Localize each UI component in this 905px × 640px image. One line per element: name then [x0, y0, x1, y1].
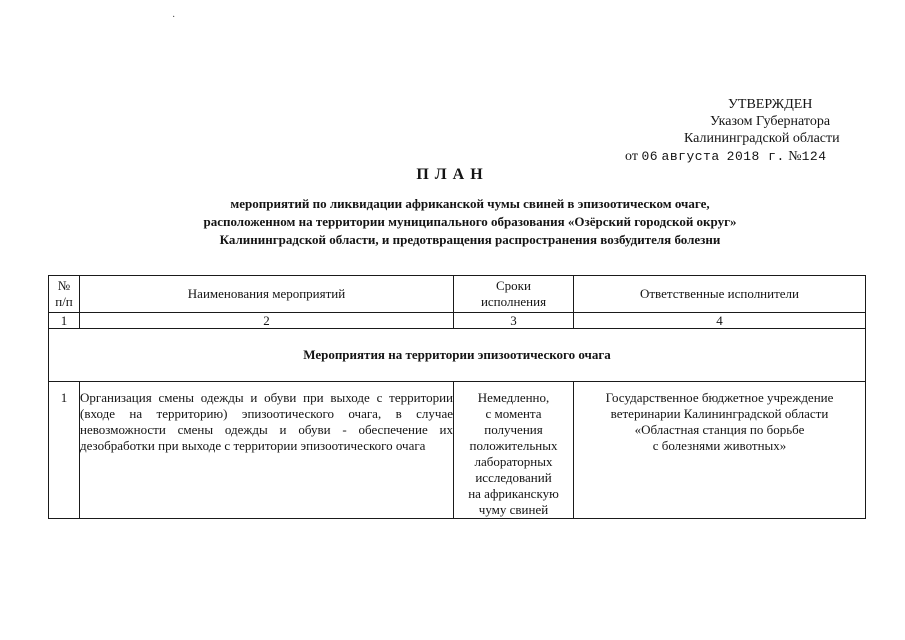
approval-stamp-title: УТВЕРЖДЕН	[728, 97, 813, 112]
deadline-line: положительных	[469, 438, 558, 453]
responsible-line: «Областная станция по борьбе	[634, 422, 805, 437]
header-deadline-line-1: Сроки	[496, 278, 531, 293]
activity-description: Организация смены одежды и обуви при выходе с территории (входе на территорию) эпизоотического очага, в случае невозможности смены одежды и обуви - обеспечение их дезобработки при выходе с территории эпизоотического очага	[80, 382, 454, 519]
number-sign: №	[788, 149, 802, 164]
subtitle-line-3: Калининградской области, и предотвращения распространения возбудителя болезни	[219, 232, 721, 247]
deadline-line: Немедленно,	[477, 390, 550, 405]
responsible-line: ветеринарии Калининградской области	[610, 406, 829, 421]
header-number-abbr: п/п	[55, 294, 73, 309]
deadline-line: чуму свиней	[478, 502, 549, 517]
column-number: 2	[80, 313, 454, 329]
date-day: 06	[641, 149, 659, 164]
subtitle-line-2: расположенном на территории муниципального образования «Озёрский городской округ»	[203, 214, 737, 229]
date-year: 2018 г.	[726, 149, 785, 164]
date-prefix: от	[625, 149, 638, 164]
approval-decree: Указом Губернатора	[710, 114, 831, 129]
row-number: 1	[49, 382, 80, 519]
header-responsible: Ответственные исполнители	[574, 276, 866, 313]
deadline-line: с момента	[485, 406, 542, 421]
section-title: Мероприятия на территории эпизоотического очага	[49, 329, 866, 382]
header-deadline	[454, 276, 574, 313]
column-number: 1	[49, 313, 80, 329]
header-activity-name: Наименования мероприятий	[80, 276, 454, 313]
header-number	[49, 276, 80, 313]
table-row	[49, 382, 866, 519]
date-month: августа	[661, 149, 720, 164]
table-header-row	[49, 276, 866, 313]
header-number-sign: №	[57, 278, 71, 293]
column-number: 4	[574, 313, 866, 329]
column-number: 3	[454, 313, 574, 329]
subtitle-line-1: мероприятий по ликвидации африканской чумы свиней в эпизоотическом очаге,	[230, 196, 710, 211]
deadline-line: получения	[484, 422, 543, 437]
decree-number: 124	[801, 149, 827, 164]
document-title: ПЛАН	[416, 166, 489, 183]
section-row	[49, 329, 866, 382]
document-subtitle	[100, 195, 840, 249]
plan-table	[48, 275, 866, 519]
deadline-line: лабораторных	[474, 454, 553, 469]
deadline-line: исследований	[475, 470, 552, 485]
deadline-cell	[454, 382, 574, 519]
approval-region: Калининградской области	[684, 131, 840, 146]
responsible-line: Государственное бюджетное учреждение	[605, 390, 834, 405]
responsible-cell	[574, 382, 866, 519]
approval-date-line	[625, 148, 827, 165]
header-deadline-line-2: исполнения	[480, 294, 547, 309]
column-number-row	[49, 313, 866, 329]
deadline-line: на африканскую	[468, 486, 559, 501]
scan-speck: ·	[172, 12, 176, 23]
responsible-line: с болезнями животных»	[652, 438, 787, 453]
